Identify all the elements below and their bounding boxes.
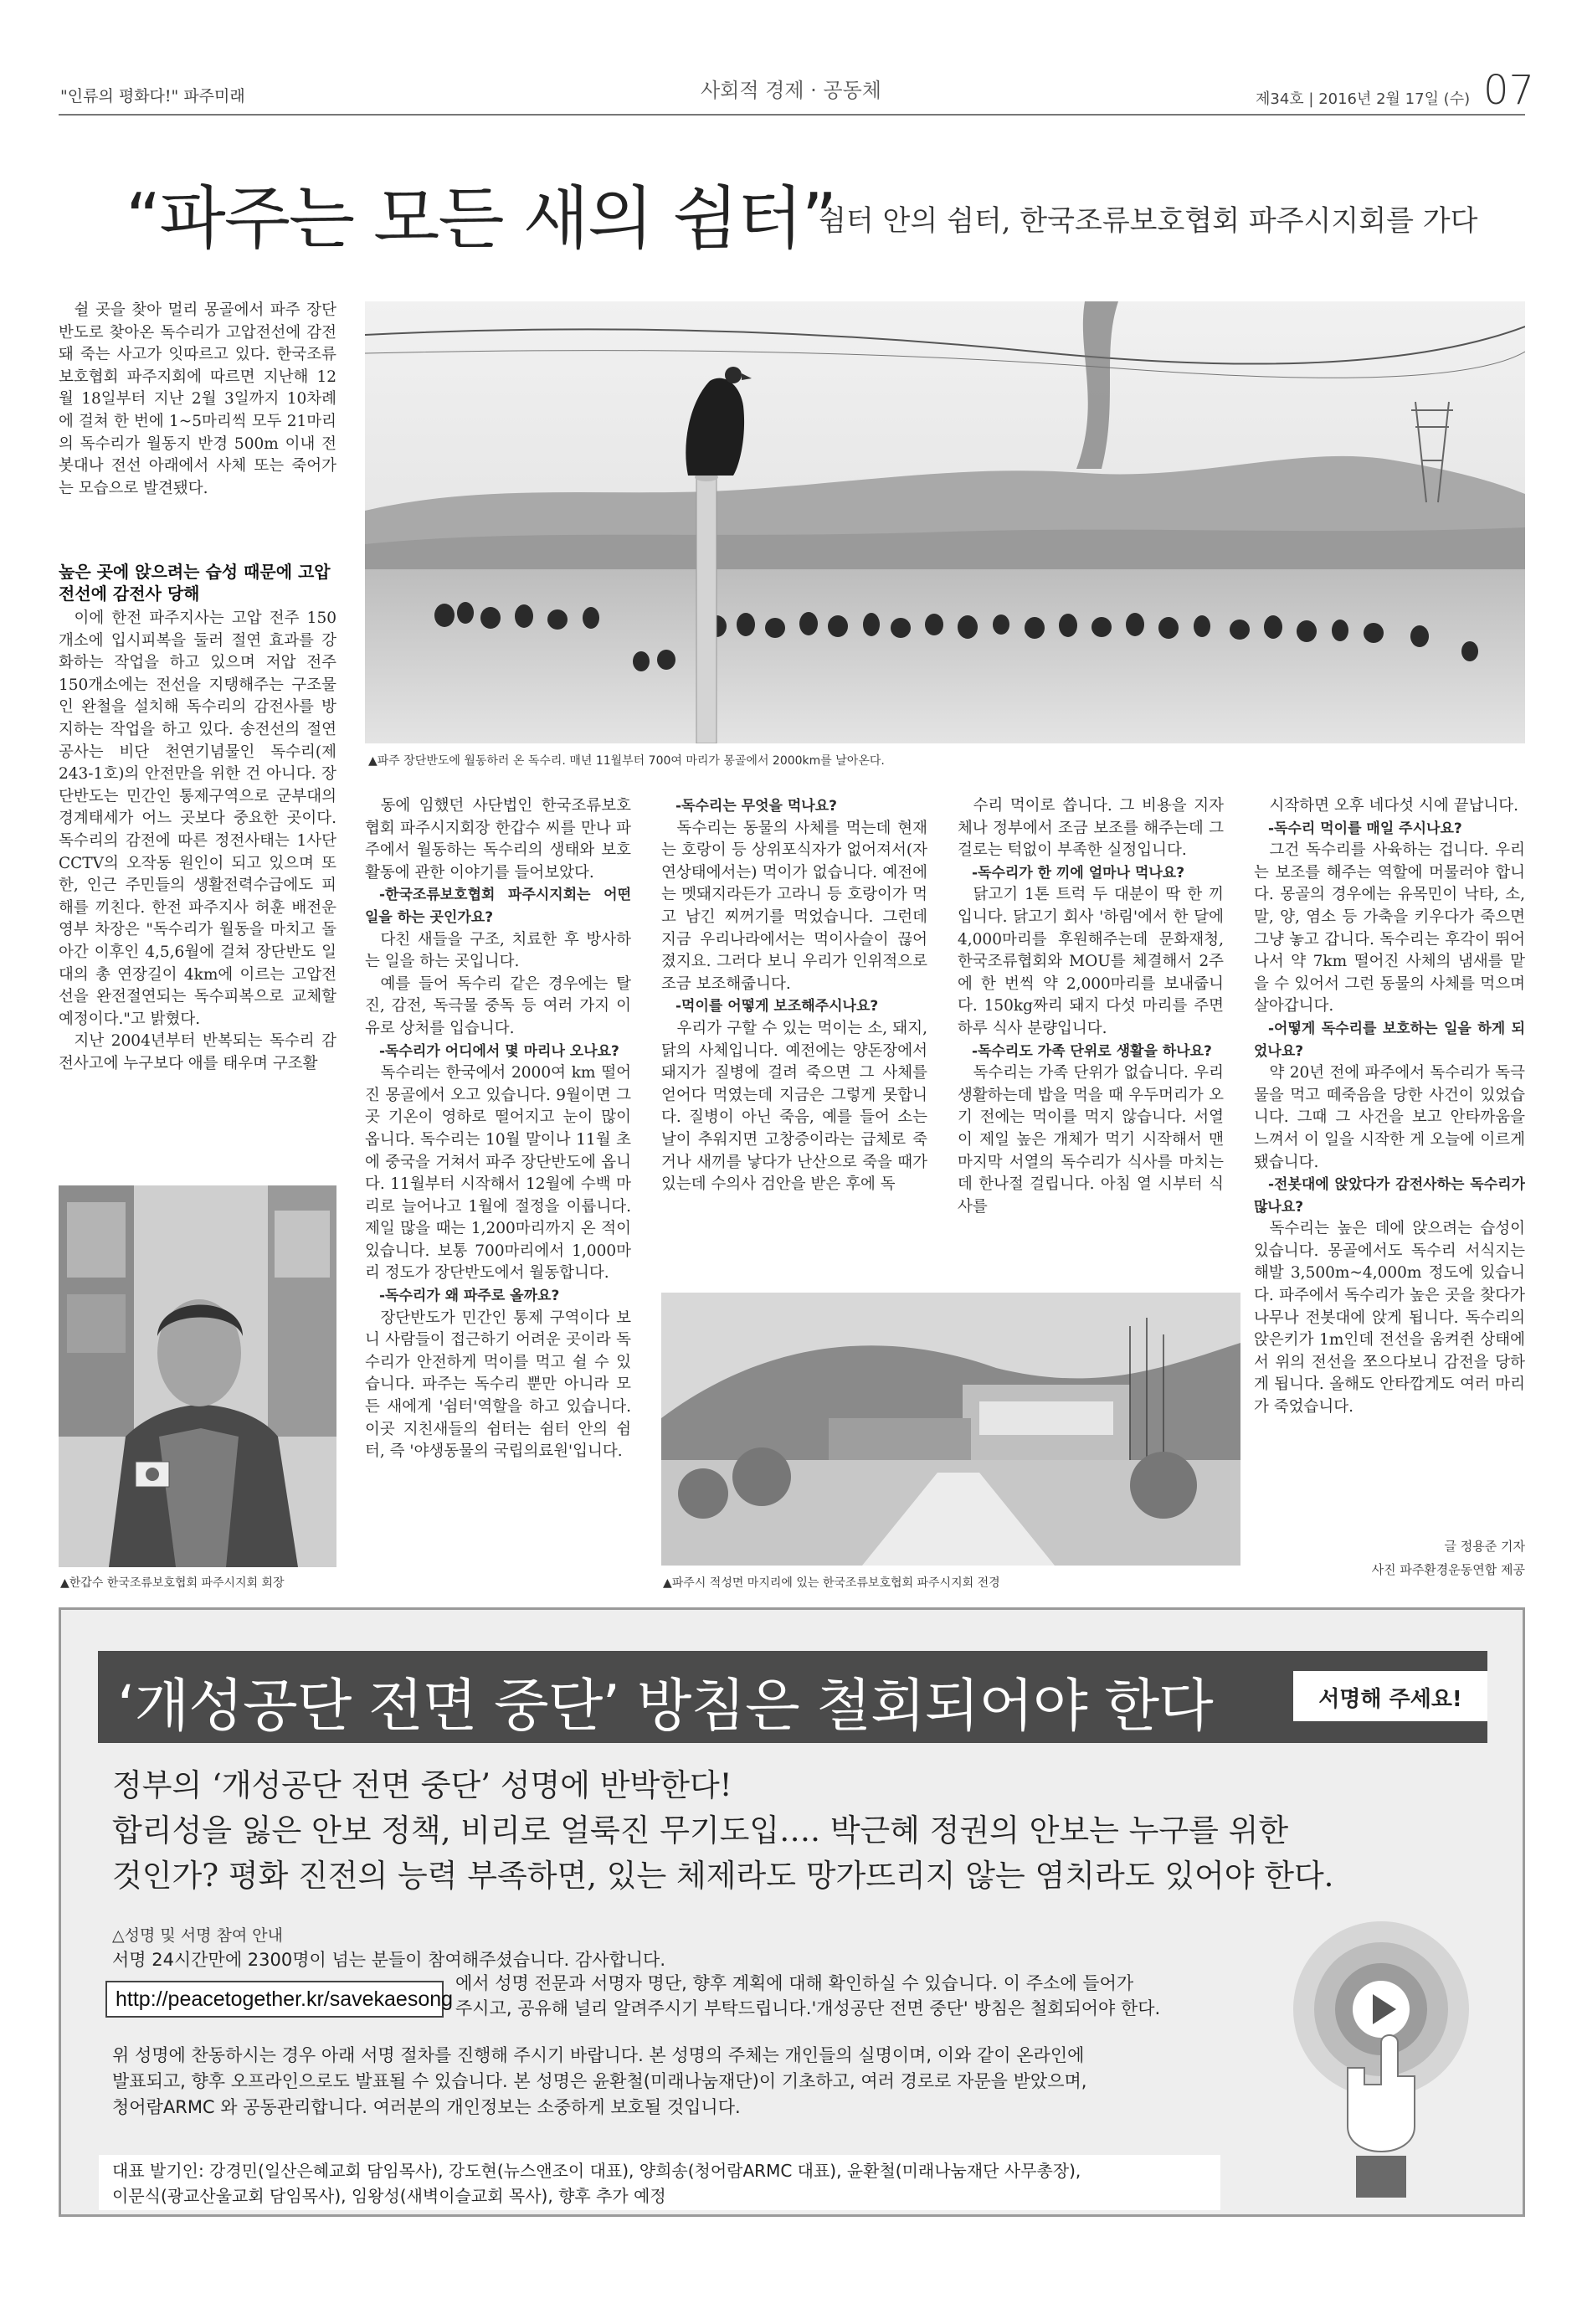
petition-lead-3: 것인가? 평화 진전의 능력 부족하면, 있는 체제라도 망가뜨리지 않는 염치라도 있어야 한다. [112,1858,1334,1894]
subheading: 높은 곳에 앉으려는 습성 때문에 고압전선에 감전사 당해 [59,562,331,604]
petition-lead-2: 합리성을 잃은 안보 정책, 비리로 얼룩진 무기도입…. 박근혜 정권의 안보는 누구를 위한 [112,1812,1289,1848]
paragraph: 닭고기 1톤 트럭 두 대분이 딱 한 끼입니다. 닭고기 회사 '하림'에서 한 달에 4,000마리를 후원해주는데 문화재청, 한국조류협회와 MOU를 체결해서 2주에 한 번씩 약 2,000마리를 보내줍니다. 150kg짜리 돼지 다섯 마리를 주면 하루 식사 분량입니다. [958,886,1224,1037]
interview-question: -어떻게 독수리를 보호하는 일을 하게 되었나요? [1254,1020,1525,1060]
paragraph: 독수리는 높은 데에 앉으려는 습성이 있습니다. 몽골에서도 독수리 서식지는 해발 3,500m~4,000m 정도에 있습니다. 파주에서 독수리가 높은 곳을 찾다가 나무나 전봇대에 앉게 됩니다. 독수리의 앉은키가 1m인데 전선을 움켜쥔 상태에서 위의 전선을 쪼으다보니 감전을 당하게 됩니다. 올해도 안타깝게도 여러 마리가 죽었습니다. [1254,1220,1525,1417]
interview-question: -독수리가 어디에서 몇 마리나 오나요? [379,1042,619,1060]
paragraph: 이에 한전 파주지사는 고압 전주 150개소에 입시피복을 둘러 절연 효과를 강화하는 작업을 하고 있으며 저압 전주 150개소에는 전선을 지탱해주는 구조물인 완철을 설치해 독수리의 감전사를 방지하는 작업을 하고 있다. 송전선의 절연공사는 비단 천연기념물인 독수리(제243-1호)의 안전만을 위한 건 아니다. 장단반도는 민간인 통제구역으로 군부대의 경계태세가 어느 곳보다 중요한 곳이다. 독수리의 감전에 따른 정전사태는 1사단 CCTV의 오작동 원인이 되고 있으며 또한, 인근 주민들의 생활전력수급에도 피해를 끼친다. 한전 파주지사 허훈 배전운영부 차장은 "독수리가 월동을 마치고 돌아간 이후인 4,5,6월에 걸쳐 장단반도 일대의 총 연장길이 4km에 이르는 고압전선을 완전절연되는 독수피복으로 교체할 예정이다."고 밝혔다. [59,609,336,1028]
column-1-body [59,608,336,1180]
paragraph: 장단반도가 민간인 통제 구역이다 보니 사람들이 접근하기 어려운 곳이라 독수리가 안전하게 먹이를 먹고 쉴 수 있습니다. 파주는 독수리 뿐만 아니라 모든 새에게 '쉼터'역할을 하고 있습니다. 이곳 지친새들의 쉼터는 쉼터 안의 쉼터, 즉 '야생동물의 국립의료원'입니다. [365,1309,631,1461]
interview-question: -독수리가 왜 파주로 올까요? [379,1288,560,1305]
paragraph: 약 20년 전에 파주에서 독수리가 독극물을 먹고 떼죽음을 당한 사건이 있었습니다. 그때 그 사건을 보고 안타까움을 느껴서 이 일을 시작한 게 오늘에 이르게 됐습니다. [1254,1064,1525,1171]
deck-subtitle: 쉼터 안의 쉼터, 한국조류보호협회 파주시지회를 가다 [819,204,1478,238]
column-3 [661,795,927,1283]
interview-question: -독수리도 가족 단위로 생활을 하나요? [972,1042,1212,1060]
interview-question: -전봇대에 앉았다가 감전사하는 독수리가 많나요? [1254,1176,1525,1216]
signers-line-2: 이문식(광교산울교회 담임목사), 임왕성(새벽이슬교회 목사), 향후 추가 예정 [112,2186,666,2206]
petition-lead-1: 정부의 ‘개성공단 전면 중단’ 성명에 반박한다! [112,1767,732,1803]
column-1-lead [59,300,336,553]
section-title: 사회적 경제 · 공동체 [701,79,881,102]
paragraph: 지난 2004년부터 반복되는 독수리 감전사고에 누구보다 애를 태우며 구조활 [59,1032,336,1072]
interview-question: -먹이를 어떻게 보조해주시나요? [675,998,879,1015]
interview-question: -한국조류보호협회 파주시지회는 어떤 일을 하는 곳인가요? [365,887,631,926]
paragraph: 시작하면 오후 네다섯 시에 끝납니다. [1269,797,1518,815]
petition-url-link[interactable]: http://peacetogether.kr/savekaesong [116,1987,454,2011]
paragraph: 쉴 곳을 찾아 멀리 몽골에서 파주 장단반도로 찾아온 독수리가 고압전선에 감전돼 죽는 사고가 잇따르고 있다. 한국조류보호협회 파주지회에 따르면 지난해 12월 18일부터 지난 2월 3일까지 10차례에 걸쳐 한 번에 1~5마리씩 모두 21마리의 독수리가 월동지 반경 500m 이내 전봇대나 전선 아래에서 사체 또는 죽어가는 모습으로 발견됐다. [59,301,336,497]
vulture-photo [365,301,1525,743]
paragraph: 독수리는 가족 단위가 없습니다. 우리 생활하는데 밥을 먹을 때 우두머리가 오기 전에는 먹이를 먹지 않습니다. 서열이 제일 높은 개체가 먹기 시작해서 맨 마지막 서열의 독수리가 식사를 마치는 데 한나절 걸립니다. 아침 열 시부터 식사를 [958,1064,1224,1216]
petition-info-heading: △성명 및 서명 참여 안내 [112,1926,283,1945]
paragraph: 수리 먹이로 씁니다. 그 비용을 지자체나 정부에서 조금 보조를 해주는데 그걸로는 턱없이 부족한 실정입니다. [958,797,1224,860]
paragraph: 그건 독수리를 사육하는 겁니다. 우리는 보조를 해주는 역할에 머물러야 합니다. 몽골의 경우에는 유목민이 낙타, 소, 말, 양, 염소 등 가축을 키우다가 죽으면 그냥 놓고 갑니다. 독수리는 후각이 뛰어나서 약 7km 떨어진 사체의 냄새를 맡을 수 있어서 그런 동물의 사체를 먹으며 살아갑니다. [1254,841,1525,1015]
column-4 [958,795,1224,1283]
headline: “파주는 모든 새의 쉼터” [126,179,836,259]
petition-body-1: 위 성명에 찬동하시는 경우 아래 서명 절차를 진행해 주시기 바랍니다. 본 성명의 주체는 개인들의 실명이며, 이와 같이 온라인에 [112,2045,1085,2065]
photo-credit: 사진 파주환경운동연합 제공 [1371,1562,1525,1577]
paragraph: 독수리는 동물의 사체를 먹는데 현재는 호랑이 등 상위포식자가 없어져서(자연상태에서는) 먹이가 없습니다. 예전에는 멧돼지라든가 고라니 등 호랑이가 먹고 남긴 찌꺼기를 먹었습니다. 그런데 지금 우리나라에서는 먹이사슬이 끊어졌지요. 그러다 보니 우리가 인위적으로 조금 보조해줍니다. [661,819,927,993]
url-note-2: 주시고, 공유해 널리 알려주시기 부탁드립니다.'개성공단 전면 중단' 방침은 철회되어야 한다. [455,1998,1161,2018]
caption-vulture-photo: ▲파주 장단반도에 월동하러 온 독수리. 매년 11월부터 700여 마리가 몽골에서 2000km를 날아온다. [368,754,885,768]
byline: 글 정용준 기자 [1444,1539,1525,1554]
url-note-1: 에서 성명 전문과 서명자 명단, 향후 계획에 대해 확인하실 수 있습니다. 이 주소에 들어가 [455,1973,1134,1993]
issue-date: 제34호 | 2016년 2월 17일 (수) [1256,90,1471,108]
paragraph: 독수리는 한국에서 2000여 km 떨어진 몽골에서 오고 있습니다. 9월이면 그곳 기온이 영하로 떨어지고 눈이 많이 옵니다. 독수리는 10월 말이나 11월 초에 중국을 거쳐서 파주 장단반도에 옵니다. 11월부터 시작해서 12월에 수백 마리로 늘어나고 1월에 절정을 이룹니다. 제일 많을 때는 1,200마리까지 온 적이 있습니다. 보통 700마리에서 1,000마리 정도가 장단반도에서 월동합니다. [365,1064,631,1283]
play-icon[interactable] [1256,1917,1507,2202]
signers-line-1: 대표 발기인: 강경민(일산은혜교회 담임목사), 강도현(뉴스앤조이 대표), 양희송(청어람ARMC 대표), 윤환철(미래나눔재단 사무총장), [112,2161,1081,2181]
petition-title: ‘개성공단 전면 중단’ 방침은 철회되어야 한다 [117,1674,1213,1740]
paragraph: 다친 새들을 구조, 치료한 후 방사하는 일을 하는 곳입니다. [365,930,631,971]
caption-building: ▲파주시 적성면 마지리에 있는 한국조류보호협회 파주시지회 전경 [663,1576,1000,1590]
interview-question: -독수리가 한 끼에 얼마나 먹나요? [972,864,1185,882]
caption-portrait: ▲한갑수 한국조류보호협회 파주시지회 회장 [60,1576,285,1590]
paragraph: 우리가 구할 수 있는 먹이는 소, 돼지, 닭의 사체입니다. 예전에는 양돈장에서 돼지가 질병에 걸려 죽으면 그 사체를 얻어다 먹였는데 지금은 그렇게 못합니다. 질병이 아닌 죽음, 예를 들어 소는 날이 추워지면 고창증이라는 급체로 죽거나 새끼를 낳다가 난산으로 죽을 때가 있는데 수의사 검안을 받은 후에 독 [661,1019,927,1194]
page-number: 07 [1483,67,1535,114]
building-photo [661,1293,1240,1566]
portrait-photo [59,1185,336,1567]
column-2 [365,795,631,1576]
paragraph: 예를 들어 독수리 같은 경우에는 탈진, 감전, 독극물 중독 등 여러 가지 이유로 상처를 입습니다. [365,974,631,1037]
masthead-brand: "인류의 평화다!" 파주미래 [60,87,245,105]
interview-question: -독수리 먹이를 매일 주시나요? [1268,820,1462,837]
header-rule [59,114,1525,116]
petition-body-2: 발표되고, 향후 오프라인으로도 발표될 수 있습니다. 본 성명은 윤환철(미래나눔재단)이 기초하고, 여러 경로로 자문을 받았으며, [112,2071,1087,2091]
paragraph: 동에 임했던 사단법인 한국조류보호협회 파주시지회장 한갑수 씨를 만나 파주에서 월동하는 독수리의 생태와 보호 활동에 관한 이야기를 들어보았다. [365,797,631,882]
signature-count-line: 서명 24시간만에 2300명이 넘는 분들이 참여해주셨습니다. 감사합니다. [112,1950,666,1970]
petition-body-3: 청어람ARMC 와 공동관리합니다. 여러분의 개인정보는 소중하게 보호될 것입니다. [112,2097,741,2117]
column-5 [1254,795,1525,1532]
interview-question: -독수리는 무엇을 먹나요? [675,798,837,815]
sign-button-label: 서명해 주세요! [1318,1687,1462,1712]
